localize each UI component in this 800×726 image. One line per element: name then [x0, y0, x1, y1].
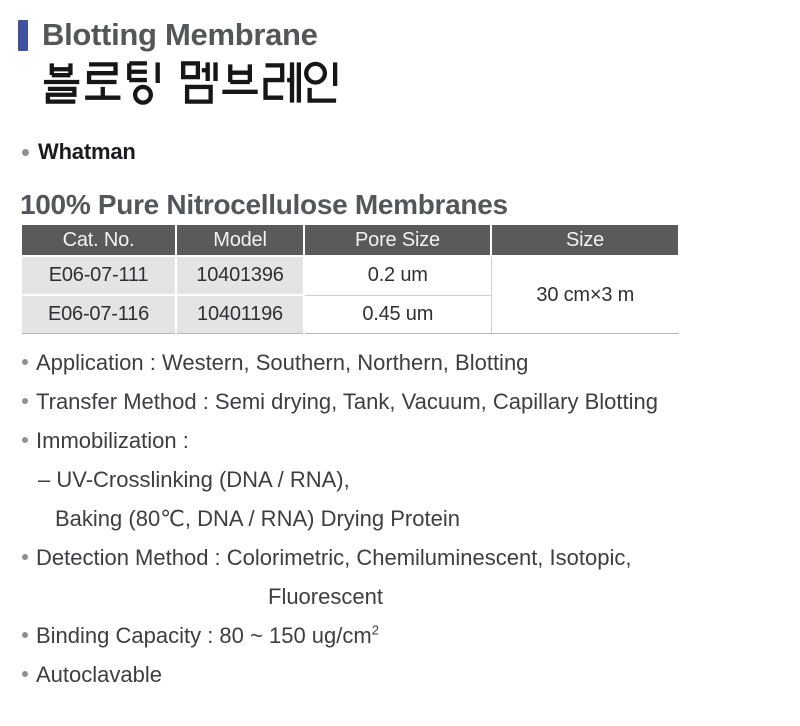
bullet-icon — [22, 671, 28, 677]
product-table — [20, 225, 680, 334]
superscript: 2 — [371, 622, 379, 638]
table-header-row — [21, 225, 679, 256]
hangul-glyph — [44, 63, 79, 101]
hangul-glyph — [183, 62, 215, 101]
spec-application — [0, 343, 800, 382]
spec-detection-continuation — [0, 577, 800, 616]
hangul-glyph — [266, 62, 299, 102]
spec-binding-capacity — [0, 616, 800, 655]
bullet-icon — [22, 398, 28, 404]
bullet-icon — [22, 554, 28, 560]
cell-size-merged: 30 cm×3 m — [491, 256, 679, 334]
table-row — [21, 256, 679, 295]
page-title-ko — [42, 61, 800, 107]
col-header-model: Model — [176, 225, 304, 256]
hangul-glyph — [129, 62, 157, 102]
spec-text: Detection Method : Colorimetric, Chemiluminescent, Isotopic, — [36, 545, 632, 570]
spec-text: Transfer Method : Semi drying, Tank, Vacuum, Capillary Blotting — [36, 389, 658, 414]
spec-detection-method — [0, 538, 800, 577]
cell-pore-size: 0.2 um — [304, 256, 491, 295]
col-header-cat-no: Cat. No. — [21, 225, 176, 256]
spec-text: Immobilization : — [36, 428, 189, 453]
col-header-pore-size: Pore Size — [304, 225, 491, 256]
hangul-glyph — [306, 62, 336, 100]
cell-cat-no: E06-07-111 — [21, 256, 176, 295]
cell-model: 10401396 — [176, 256, 304, 295]
spec-autoclavable — [0, 655, 800, 694]
cell-pore-size: 0.45 um — [304, 295, 491, 334]
brand-name: Whatman — [38, 139, 136, 164]
cell-model: 10401196 — [176, 295, 304, 334]
spec-text: Autoclavable — [36, 662, 162, 687]
spec-immobilization-item-2 — [0, 499, 800, 538]
col-header-size: Size — [491, 225, 679, 256]
spec-text: Binding Capacity : 80 ~ 150 ug/cm — [36, 623, 372, 648]
bullet-icon — [22, 437, 28, 443]
catalog-page — [0, 17, 800, 694]
spec-text: Baking (80℃, DNA / RNA) Drying Protein — [55, 506, 460, 531]
spec-text: Application : Western, Southern, Northern, Blotting — [36, 350, 529, 375]
spec-list — [0, 343, 800, 694]
section-title: 100% Pure Nitrocellulose Membranes — [20, 189, 508, 220]
hangul-glyph — [85, 64, 120, 97]
spec-transfer-method — [0, 382, 800, 421]
accent-bar-icon — [18, 20, 28, 51]
cell-cat-no: E06-07-116 — [21, 295, 176, 334]
korean-title-svg — [42, 61, 342, 105]
hangul-glyph — [222, 64, 257, 91]
page-title-en: Blotting Membrane — [42, 17, 318, 52]
spec-immobilization — [0, 421, 800, 460]
bullet-icon — [22, 632, 28, 638]
bullet-icon — [22, 359, 28, 365]
spec-text: Fluorescent — [268, 584, 383, 609]
page-header — [18, 17, 800, 53]
bullet-icon — [22, 149, 29, 156]
brand-row — [22, 139, 800, 165]
spec-text: – UV-Crosslinking (DNA / RNA), — [38, 467, 350, 492]
spec-immobilization-item-1 — [0, 460, 800, 499]
